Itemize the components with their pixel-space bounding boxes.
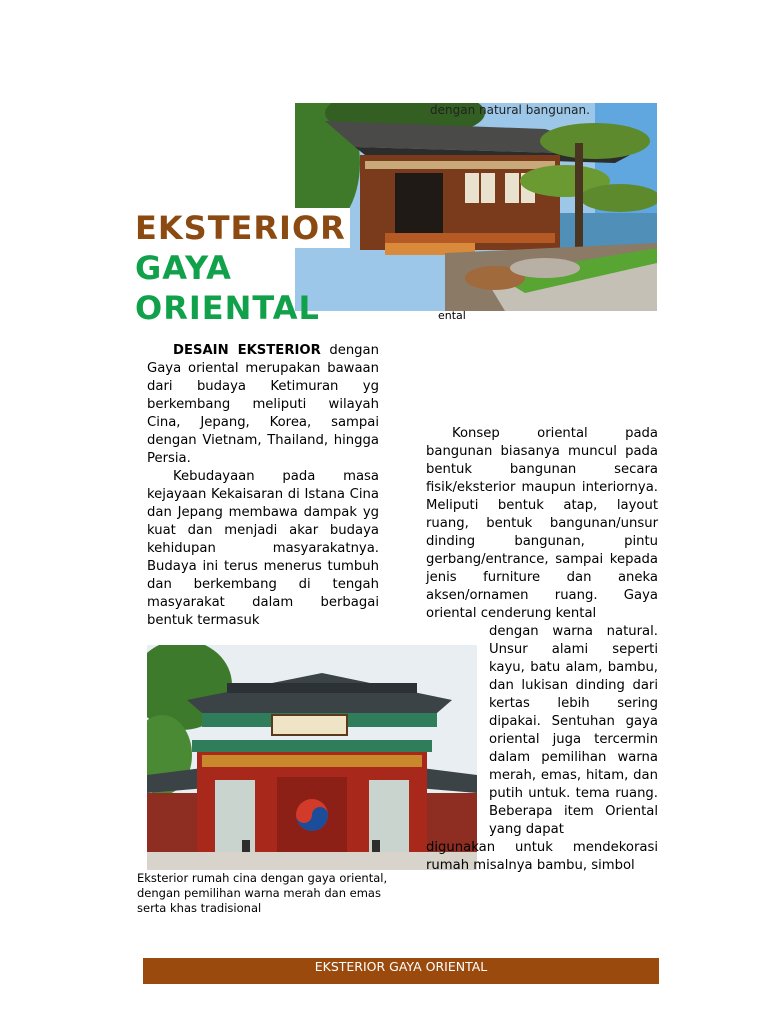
paragraph-1: [147, 342, 379, 468]
title-line-1: EKSTERIOR: [135, 208, 350, 248]
overlap-text: dengan natural bangunan.: [430, 103, 590, 117]
title-line-2: GAYA: [135, 249, 232, 287]
page-title: [135, 208, 365, 328]
palace-caption: Eksterior rumah cina dengan gaya oriental, dengan pemilihan warna merah dan emas serta khas tradisional: [137, 871, 388, 915]
left-column-text: [147, 342, 379, 630]
paragraph-1-body: dengan Gaya oriental merupakan bawaan dari budaya Ketimuran yg berkembang meliputi wilayah Cina, Jepang, Korea, sampai dengan Vietnam, Thailand, hingga Persia.: [147, 343, 379, 466]
top-photo-caption: ental: [438, 309, 466, 322]
paragraph-2: Kebudayaan pada masa kejayaan Kekaisaran di Istana Cina dan Jepang membawa dampak yg kuat dan menjadi akar budaya kehidupan masyarakatnya. Budaya ini terus menerus tumbuh dan berkembang di tengah masyarakat dalam berbagai bentuk termasuk: [147, 469, 379, 628]
right-paragraph: Konsep oriental pada bangunan biasanya muncul pada bentuk bangunan secara fisik/eksterior maupun interiornya. Meliputi bentuk atap, layout ruang, bentuk bangunan/unsur dinding bangunan, pintu gerbang/entrance, sampai kepada jenis furniture dan aneka aksen/ornamen ruang. Gaya oriental cenderung kental: [426, 426, 658, 621]
footer-label: EKSTERIOR GAYA ORIENTAL: [314, 959, 488, 974]
title-line-3: ORIENTAL: [135, 289, 320, 327]
footer-bar: [143, 958, 659, 984]
right-paragraph-wrapped: dengan warna natural. Unsur alami seperti kayu, batu alam, bambu, dan lukisan dinding dari kertas lebih sering dipakai. Sentuhan gaya oriental juga tercermin dalam pemilihan warna merah, emas, hitam, dan putih untuk. tema ruang. Beberapa item Oriental yang dapat: [489, 624, 658, 837]
paragraph-lead: DESAIN EKSTERIOR: [173, 343, 321, 358]
right-column-text: [426, 425, 658, 875]
right-paragraph-tail: digunakan untuk mendekorasi rumah misalnya bambu, simbol: [426, 840, 658, 873]
